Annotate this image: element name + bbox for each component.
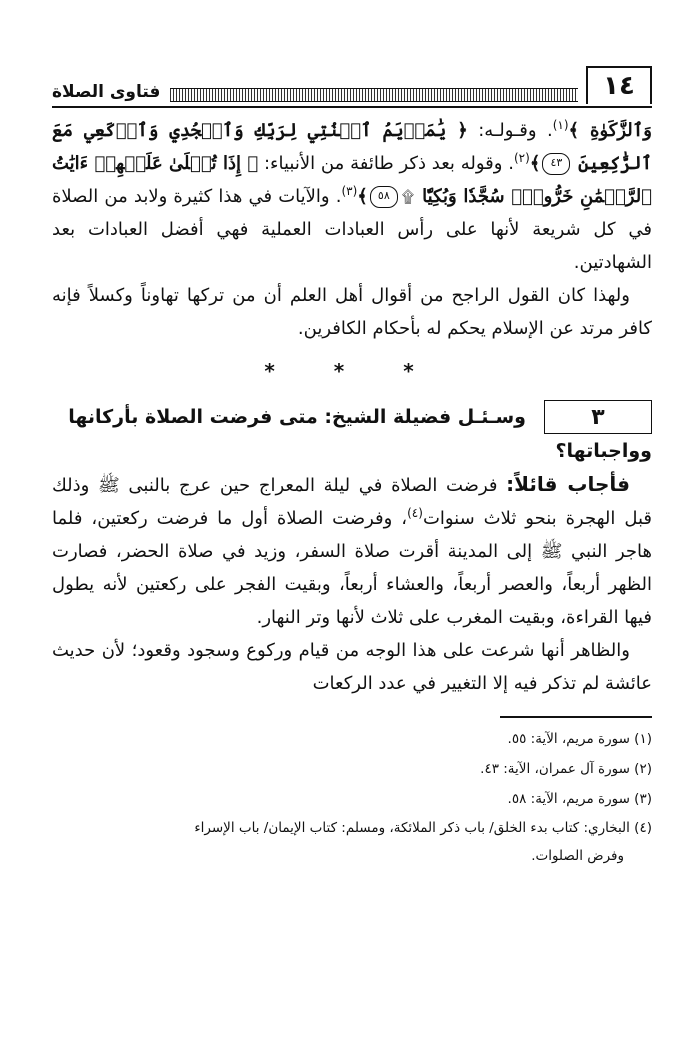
ayah-number-mark: ٤٣	[542, 153, 570, 175]
body-text	[52, 114, 652, 700]
section-separator: * * *	[264, 359, 440, 383]
quran-close-bracket: ﴾	[357, 186, 368, 207]
paragraph-ruling: ولهذا كان القول الراجح من أقوال أهل العلم أن من تركها تهاوناً وكسلاً فإنه كافر مرتد عن الإسلام يحكم له بأحكام الكافرين.	[52, 285, 652, 339]
footnotes	[52, 724, 652, 870]
footnote-ref-2: (٢)	[513, 151, 530, 165]
answer-lead: فأجاب قائلاً:	[506, 472, 631, 496]
footnote-text-continued: وفرض الصلوات.	[531, 847, 624, 864]
sajda-icon: ۩	[401, 187, 414, 206]
question-continuation: وواجباتها؟	[555, 440, 652, 462]
paragraph-conclusion: والظاهر أنها شرعت على هذا الوجه من قيام وركوع وسجود وقعود؛ لأن حديث عائشة لم تذكر فيه إلا التغيير في عدد الركعات	[52, 640, 652, 694]
text-span: ، وفرضت الصلاة أول ما فرضت ركعتين، فلما هاجر النبي ﷺ إلى المدينة أقرت صلاة السفر، وزيد في صلاة الحضر، فصارت الظهر أربعاً، والعصر أربعاً، والعشاء أربعاً، وبقيت الفجر على ركعتين لأنه يطول فيها القراءة، وبقيت المغرب على ثلاث لأنها وتر النهار.	[52, 508, 652, 628]
text-span: فرضت الصلاة في ليلة المعراج حين عرج بالنبى ﷺ وذلك قبل الهجرة بنحو ثلاث سنوات	[52, 475, 652, 529]
footnote-ref-4: (٤)	[407, 506, 423, 520]
header-underline	[52, 106, 652, 108]
question-text: وسـئـل فضيلة الشيخ: متى فرضت الصلاة بأركانها	[68, 405, 526, 428]
footnote-item: (٢) سورة آل عمران، الآية: ٤٣.	[480, 760, 652, 777]
question-number: ٣	[544, 400, 652, 434]
paragraph-verses	[52, 114, 652, 279]
footnote-divider	[500, 716, 652, 718]
text-span: . والآيات في هذا كثيرة ولابد من الصلاة في كل شريعة لأنها على رأس العبادات العملية فهي أفضل العبادات بعد الشهادتين.	[52, 186, 652, 273]
quran-quote: ﴿ يَٰمَرۡيَمُ ٱقۡنُتِي لِرَبِّكِ وَٱسۡجُدِي وَٱرۡكَعِي مَعَ ٱلرَّٰكِعِينَ	[52, 120, 652, 174]
book-page	[52, 58, 652, 870]
question-header	[52, 400, 652, 434]
text-span: . وقـولـه:	[467, 120, 553, 141]
page-number: ١٤	[586, 66, 652, 104]
paragraph-answer	[52, 468, 652, 634]
footnote-item: (١) سورة مريم، الآية: ٥٥.	[507, 730, 652, 747]
footnote-text: (٤) البخاري: كتاب بدء الخلق/ باب ذكر الملائكة، ومسلم: كتاب الإيمان/ باب الإسراء	[194, 819, 652, 836]
text-span: . وقوله بعد ذكر طائفة من الأنبياء:	[258, 153, 514, 174]
quran-quote: ﴿ إِذَا تُتۡلَىٰ عَلَيۡهِمۡ ءَايَٰتُ ٱلرَّحۡمَٰنِ خَرُّواْۤ سُجَّدٗا وَبُكِيّٗا	[52, 153, 652, 207]
footnote-ref-1: (١)	[552, 118, 569, 132]
page-header	[52, 58, 652, 104]
quran-quote: وَٱلزَّكَوٰةِ ﴾	[568, 120, 652, 141]
running-title: فتاوى الصلاة	[52, 82, 161, 102]
ayah-number-mark: ٥٨	[370, 186, 398, 208]
quran-close-bracket: ﴾	[529, 153, 541, 174]
footnote-ref-3: (٣)	[341, 184, 358, 198]
footnote-item	[52, 814, 652, 870]
header-decorative-rule	[170, 88, 578, 102]
footnote-item: (٣) سورة مريم، الآية: ٥٨.	[507, 790, 652, 807]
